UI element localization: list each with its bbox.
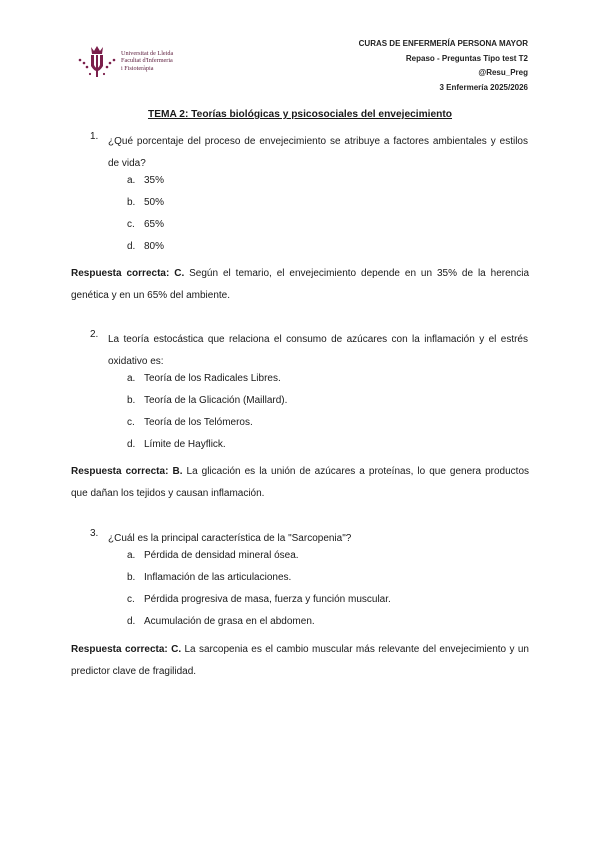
option-3c [0,594,600,616]
question-text: ¿Cuál es la principal característica de la "Sarcopenia"? [108,533,352,544]
logo-line-3: i Fisioteràpia [121,64,154,72]
option-3b [0,572,600,594]
option-text: Límite de Hayflick. [144,439,226,450]
option-text: 65% [144,219,165,230]
option-letter: d. [127,439,136,450]
option-1a [0,175,600,197]
answer-letter: C. [174,268,185,279]
option-letter: b. [127,197,136,208]
option-2c [0,417,600,439]
course-year: 3 Enfermería 2025/2026 [439,83,528,92]
option-1c [0,219,600,241]
option-text: 80% [144,241,165,252]
option-letter: b. [127,395,136,406]
option-text: Pérdida progresiva de masa, fuerza y función muscular. [144,594,391,605]
option-text: Pérdida de densidad mineral ósea. [144,550,299,561]
logo-text [121,50,173,72]
answer-label: Respuesta correcta: [71,644,168,655]
option-letter: a. [127,550,136,561]
option-2d [0,439,600,461]
option-letter: c. [127,594,135,605]
option-3a [0,550,600,572]
logo-line-1: Universitat de Lleida [121,50,174,57]
answer-label: Respuesta correcta: [71,268,170,279]
question-text: ¿Qué porcentaje del proceso de envejecimiento se atribuye a factores ambientales y estilos de vida? [108,136,528,169]
option-text: Inflamación de las articulaciones. [144,572,292,583]
review-subtitle: Repaso - Preguntas Tipo test T2 [405,54,528,63]
answer-explanation: Según el temario, el envejecimiento depende en un 35% de la herencia genética y en un 65% del ambiente. [71,268,530,301]
answer-letter: B. [172,466,183,477]
option-letter: d. [127,616,136,627]
option-letter: c. [127,219,135,230]
author-handle: @Resu_Preg [478,68,528,77]
answer-letter: C. [171,644,182,655]
option-letter: d. [127,241,136,252]
option-text: 50% [144,197,165,208]
answer-explanation: La glicación es la unión de azúcares a proteínas, lo que genera productos que dañan los tejidos y causan inflamación. [71,466,530,499]
answer-explanation: La sarcopenia es el cambio muscular más relevante del envejecimiento y un predictor clave de fragilidad. [71,644,529,677]
question-number: 2. [90,329,99,340]
answer-3 [71,639,529,683]
university-logo [76,44,186,84]
option-2b [0,395,600,417]
option-letter: a. [127,175,136,186]
option-1d [0,241,600,263]
page-title: TEMA 2: Teorías biológicas y psicosociales del envejecimiento [147,109,453,120]
question-number: 1. [90,131,99,142]
option-1b [0,197,600,219]
option-text: 35% [144,175,165,186]
option-2a [0,373,600,395]
question-number: 3. [90,528,99,539]
answer-label: Respuesta correcta: [71,466,169,477]
option-letter: b. [127,572,136,583]
option-letter: c. [127,417,135,428]
option-text: Teoría de los Radicales Libres. [144,373,281,384]
answer-1 [71,263,529,307]
option-text: Teoría de los Telómeros. [144,417,253,428]
logo-line-2: Facultat d'Infermeria [121,57,173,65]
question-text: La teoría estocástica que relaciona el consumo de azúcares con la inflamación y el estrés oxidativo es: [108,334,528,367]
option-text: Acumulación de grasa en el abdomen. [144,616,315,627]
option-letter: a. [127,373,136,384]
option-text: Teoría de la Glicación (Maillard). [144,395,288,406]
option-3d [0,616,600,638]
answer-2 [71,461,529,505]
course-title: CURAS DE ENFERMERÍA PERSONA MAYOR [358,39,528,48]
university-crest-icon [76,44,118,84]
